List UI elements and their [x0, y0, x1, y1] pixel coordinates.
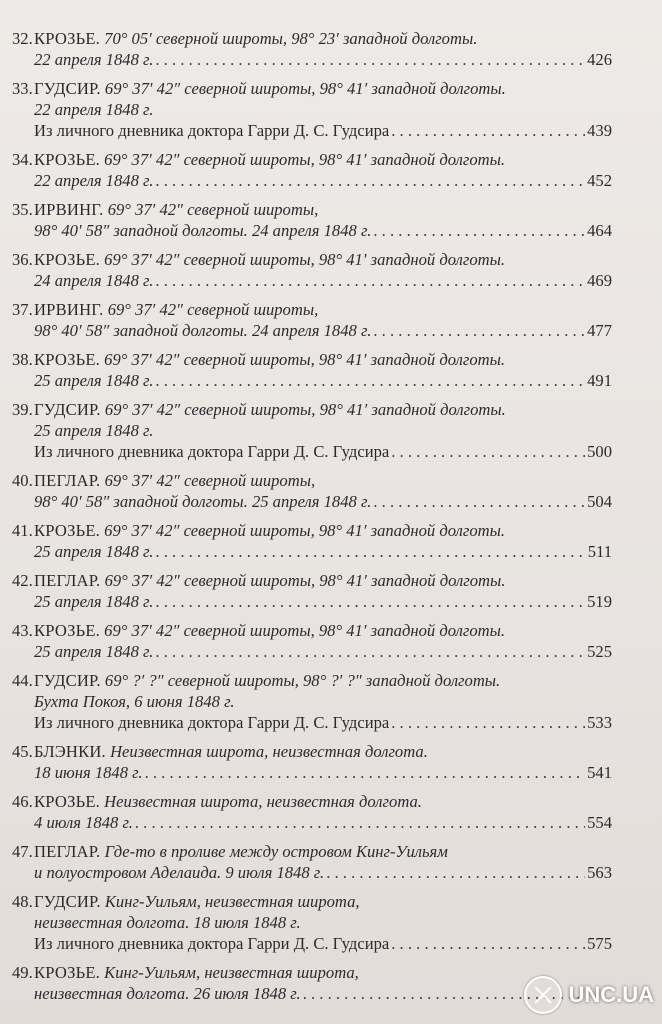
chapter-narrator: БЛЭНКИ. [34, 742, 106, 761]
toc-line [12, 762, 612, 783]
page-number[interactable]: 452 [587, 171, 612, 190]
chapter-narrator: КРОЗЬЕ. [34, 963, 101, 982]
toc-line [12, 420, 612, 441]
dot-leader [373, 491, 585, 512]
chapter-location: Кинг-Уильям, неизвестная широта, [104, 892, 360, 911]
dot-leader [155, 591, 585, 612]
page-number[interactable]: 575 [587, 934, 612, 953]
chapter-note: Из личного дневника доктора Гарри Д. С. Гудсира [34, 934, 390, 953]
chapter-location: 22 апреля 1848 г. [34, 100, 154, 119]
chapter-narrator: ГУДСИР. [34, 892, 101, 911]
toc-line [12, 441, 612, 462]
chapter-location: Неизвестная широта, неизвестная долгота. [110, 742, 428, 761]
chapter-number: 39. [12, 400, 33, 419]
chapter-location: 69° 37′ 42″ северной широты, 98° 41′ западной долготы. [104, 150, 505, 169]
toc-entry [12, 891, 612, 954]
toc-line [12, 891, 612, 912]
dot-leader [391, 712, 585, 733]
toc-line [12, 99, 612, 120]
chapter-narrator: КРОЗЬЕ. [34, 250, 101, 269]
toc-entry [12, 741, 612, 783]
toc-entry [12, 249, 612, 291]
dot-leader [155, 641, 585, 662]
watermark-text: UNC.UA [568, 982, 654, 1007]
toc-line [12, 220, 612, 241]
chapter-note: Из личного дневника доктора Гарри Д. С. Гудсира [34, 121, 390, 140]
page-number[interactable]: 525 [587, 642, 612, 661]
toc-line [12, 812, 612, 833]
chapter-narrator: КРОЗЬЕ. [34, 350, 101, 369]
page-number[interactable]: 563 [587, 863, 612, 882]
chapter-location: 70° 05′ северной широты, 98° 23′ западной долготы. [104, 29, 478, 48]
snowflake-logo-icon [524, 976, 562, 1014]
chapter-location: неизвестная долгота. 26 июля 1848 г. [34, 984, 301, 1003]
toc-line [12, 78, 612, 99]
toc-line [12, 491, 612, 512]
chapter-narrator: КРОЗЬЕ. [34, 521, 101, 540]
dot-leader [373, 220, 585, 241]
chapter-location: 69° 37′ 42″ северной широты, 98° 41′ западной долготы. [104, 621, 505, 640]
chapter-number: 42. [12, 571, 33, 590]
toc-line [12, 933, 612, 954]
toc-line [12, 170, 612, 191]
toc-line [12, 841, 612, 862]
page-number[interactable]: 511 [587, 542, 612, 561]
chapter-location: и полуостровом Аделаида. 9 июля 1848 г. [34, 863, 325, 882]
dot-leader [155, 270, 585, 291]
chapter-location: 25 апреля 1848 г. [34, 371, 154, 390]
dot-leader [391, 441, 585, 462]
table-of-contents [12, 28, 612, 1012]
toc-line [12, 149, 612, 170]
chapter-narrator: ИРВИНГ. [34, 200, 104, 219]
chapter-location: 22 апреля 1848 г. [34, 171, 154, 190]
page-number[interactable]: 464 [587, 221, 612, 240]
chapter-location: 69° 37′ 42″ северной широты, 98° 41′ западной долготы. [104, 400, 506, 419]
chapter-location: 4 июля 1848 г. [34, 813, 133, 832]
toc-line [12, 399, 612, 420]
toc-entry [12, 670, 612, 733]
toc-entry [12, 78, 612, 141]
toc-line [12, 49, 612, 70]
chapter-number: 36. [12, 250, 33, 269]
chapter-number: 47. [12, 842, 33, 861]
chapter-narrator: ПЕГЛАР. [34, 571, 101, 590]
page-number[interactable]: 491 [587, 371, 612, 390]
chapter-narrator: ГУДСИР. [34, 671, 101, 690]
toc-entry [12, 962, 612, 1004]
chapter-narrator: ПЕГЛАР. [34, 471, 101, 490]
chapter-location: 22 апреля 1848 г. [34, 50, 154, 69]
chapter-location: 69° 37′ 42″ северной широты, [107, 200, 319, 219]
toc-line [12, 570, 612, 591]
chapter-location: неизвестная долгота. 18 июля 1848 г. [34, 913, 301, 932]
toc-line [12, 641, 612, 662]
chapter-number: 46. [12, 792, 33, 811]
toc-line [12, 741, 612, 762]
chapter-location: Кинг-Уильям, неизвестная широта, [104, 963, 359, 982]
chapter-number: 32. [12, 29, 33, 48]
dot-leader [326, 862, 585, 883]
page-number[interactable]: 533 [587, 713, 612, 732]
page-number[interactable]: 519 [587, 592, 612, 611]
page-number[interactable]: 426 [587, 50, 612, 69]
toc-line [12, 370, 612, 391]
chapter-location: 25 апреля 1848 г. [34, 421, 154, 440]
chapter-number: 41. [12, 521, 33, 540]
toc-line [12, 962, 612, 983]
dot-leader [155, 170, 585, 191]
toc-line [12, 591, 612, 612]
toc-line [12, 862, 612, 883]
chapter-location: 69° 37′ 42″ северной широты, 98° 41′ западной долготы. [104, 571, 506, 590]
chapter-location: 98° 40′ 58″ западной долготы. 24 апреля 1848 г. [34, 321, 372, 340]
page-number[interactable]: 469 [587, 271, 612, 290]
chapter-location: 25 апреля 1848 г. [34, 542, 154, 561]
toc-entry [12, 470, 612, 512]
chapter-number: 37. [12, 300, 33, 319]
chapter-location: 18 июня 1848 г. [34, 763, 143, 782]
chapter-number: 33. [12, 79, 33, 98]
toc-line [12, 983, 612, 1004]
chapter-location: 69° ?′ ?″ северной широты, 98° ?′ ?″ западной долготы. [104, 671, 501, 690]
toc-entry [12, 620, 612, 662]
toc-entry [12, 299, 612, 341]
toc-entry [12, 791, 612, 833]
chapter-location: Неизвестная широта, неизвестная долгота. [104, 792, 422, 811]
toc-line [12, 520, 612, 541]
toc-line [12, 299, 612, 320]
page-number[interactable]: 477 [587, 321, 612, 340]
chapter-location: 69° 37′ 42″ северной широты, 98° 41′ западной долготы. [104, 250, 505, 269]
toc-line [12, 120, 612, 141]
chapter-note: Из личного дневника доктора Гарри Д. С. Гудсира [34, 713, 390, 732]
chapter-narrator: КРОЗЬЕ. [34, 150, 101, 169]
chapter-number: 34. [12, 150, 33, 169]
chapter-location: 69° 37′ 42″ северной широты, 98° 41′ западной долготы. [104, 350, 505, 369]
watermark [524, 976, 654, 1014]
chapter-number: 43. [12, 621, 33, 640]
toc-line [12, 712, 612, 733]
toc-line [12, 541, 612, 562]
toc-line [12, 249, 612, 270]
chapter-location: 69° 37′ 42″ северной широты, [107, 300, 319, 319]
toc-entry [12, 399, 612, 462]
toc-entry [12, 841, 612, 883]
dot-leader [145, 762, 586, 783]
chapter-location: 25 апреля 1848 г. [34, 592, 154, 611]
chapter-narrator: ИРВИНГ. [34, 300, 104, 319]
chapter-location: 98° 40′ 58″ западной долготы. 24 апреля 1848 г. [34, 221, 372, 240]
chapter-narrator: ПЕГЛАР. [34, 842, 101, 861]
dot-leader [135, 812, 585, 833]
toc-line [12, 270, 612, 291]
toc-entry [12, 28, 612, 70]
toc-entry [12, 520, 612, 562]
toc-entry [12, 570, 612, 612]
toc-line [12, 791, 612, 812]
chapter-narrator: ГУДСИР. [34, 79, 101, 98]
toc-line [12, 199, 612, 220]
dot-leader [155, 541, 585, 562]
chapter-note: Из личного дневника доктора Гарри Д. С. Гудсира [34, 442, 390, 461]
chapter-location: 69° 37′ 42″ северной широты, 98° 41′ западной долготы. [104, 521, 505, 540]
toc-entry [12, 349, 612, 391]
toc-line [12, 691, 612, 712]
chapter-location: Бухта Покоя, 6 июня 1848 г. [34, 692, 235, 711]
chapter-number: 45. [12, 742, 33, 761]
chapter-number: 49. [12, 963, 33, 982]
chapter-number: 44. [12, 671, 33, 690]
page-number[interactable]: 554 [587, 813, 612, 832]
chapter-narrator: КРОЗЬЕ. [34, 29, 101, 48]
chapter-narrator: КРОЗЬЕ. [34, 792, 101, 811]
toc-entry [12, 199, 612, 241]
page-number[interactable]: 504 [587, 492, 612, 511]
toc-line [12, 470, 612, 491]
chapter-location: 25 апреля 1848 г. [34, 642, 154, 661]
dot-leader [391, 120, 585, 141]
dot-leader [155, 49, 585, 70]
chapter-location: 69° 37′ 42″ северной широты, 98° 41′ западной долготы. [104, 79, 506, 98]
toc-line [12, 912, 612, 933]
toc-entry [12, 149, 612, 191]
dot-leader [391, 933, 585, 954]
toc-line [12, 670, 612, 691]
chapter-number: 40. [12, 471, 33, 490]
chapter-location: Где-то в проливе между островом Кинг-Уильям [104, 842, 448, 861]
page-number[interactable]: 541 [587, 763, 612, 782]
chapter-location: 69° 37′ 42″ северной широты, [104, 471, 316, 490]
chapter-narrator: ГУДСИР. [34, 400, 101, 419]
toc-line [12, 320, 612, 341]
toc-line [12, 28, 612, 49]
chapter-number: 38. [12, 350, 33, 369]
toc-line [12, 349, 612, 370]
chapter-number: 35. [12, 200, 33, 219]
chapter-location: 24 апреля 1848 г. [34, 271, 154, 290]
page-number[interactable]: 500 [587, 442, 612, 461]
chapter-location: 98° 40′ 58″ западной долготы. 25 апреля 1848 г. [34, 492, 372, 511]
page-number[interactable]: 439 [587, 121, 612, 140]
chapter-number: 48. [12, 892, 33, 911]
toc-line [12, 620, 612, 641]
dot-leader [155, 370, 585, 391]
chapter-narrator: КРОЗЬЕ. [34, 621, 101, 640]
dot-leader [373, 320, 585, 341]
